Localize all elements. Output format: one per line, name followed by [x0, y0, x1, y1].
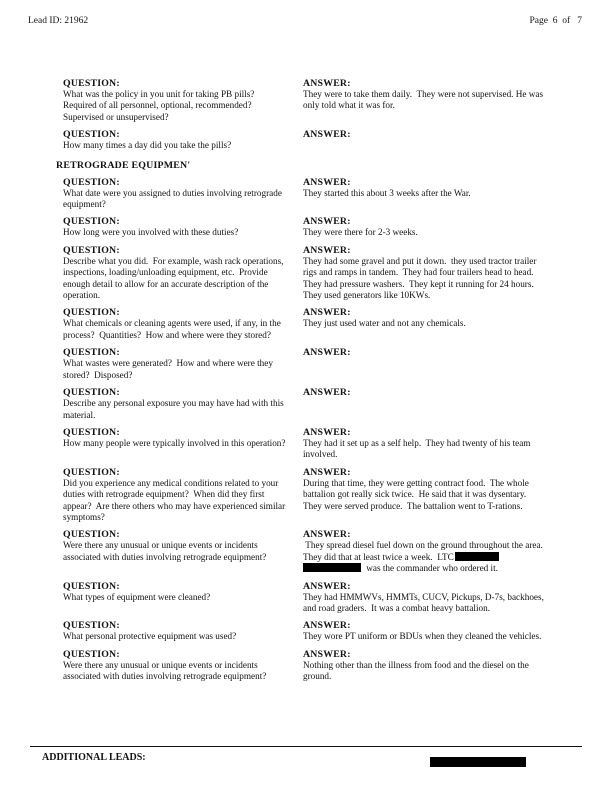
redaction-box [455, 552, 499, 561]
question-label: QUESTION: [63, 466, 120, 478]
question-text: What chemicals or cleaning agents were used, if any, in the process? Quantities? How and where were they stored? [63, 318, 284, 340]
question-label: QUESTION: [63, 307, 120, 319]
qa-row [63, 245, 549, 302]
additional-leads-heading: ADDITIONAL LEADS: [42, 752, 146, 763]
answer-text: They had it set up as a self help. They had twenty of his team involved. [303, 437, 533, 460]
answer-text: They were to take them daily. They were not supervised. He was only told what it was for. [303, 89, 546, 111]
answer-block [303, 129, 549, 140]
answer-text: They started this about 3 weeks after the War. [303, 187, 471, 198]
answer-text: They were there for 2-3 weeks. [303, 227, 418, 238]
question-label: QUESTION: [63, 648, 120, 660]
answer-label: ANSWER: [303, 529, 351, 541]
question-label: QUESTION: [63, 387, 120, 399]
answer-block [303, 649, 549, 683]
question-text: Were there any unusual or unique events or incidents associated with duties involving retrograde equipment? [63, 659, 267, 682]
answer-block [303, 177, 549, 199]
answer-block [303, 245, 549, 302]
qa-row [63, 581, 549, 615]
answer-block [303, 307, 549, 329]
question-text: How many people were typically involved in this operation? [63, 437, 286, 448]
answer-text: They had some gravel and put it down. they used tractor trailer rigs and ramps in tandem. They had four trailers head to head. They had pressure washers. They kept it running for 24 hours. They used generators like 10KWs. [303, 255, 539, 301]
question-block [63, 347, 303, 381]
answer-label: ANSWER: [303, 387, 351, 399]
question-label: QUESTION: [63, 580, 120, 592]
qa-row [63, 177, 549, 211]
answer-label: ANSWER: [303, 307, 351, 319]
answer-text: They just used water and not any chemicals. [303, 318, 466, 329]
question-label: QUESTION: [63, 426, 120, 438]
question-label: QUESTION: [63, 244, 120, 256]
question-text: How long were you involved with these duties? [63, 227, 239, 238]
answer-label: ANSWER: [303, 620, 351, 632]
answer-text: During that time, they were getting contract food. The whole battalion got really sick twice. He said that it was dysentary. They were served produce. The battalion went to T-rations. [303, 477, 532, 511]
answer-label: ANSWER: [303, 78, 351, 89]
answer-label: ANSWER: [303, 176, 351, 188]
question-label: QUESTION: [63, 347, 120, 359]
question-block [63, 307, 303, 341]
lead-id: Lead ID: 21962 [28, 16, 89, 26]
question-label: QUESTION: [63, 129, 120, 141]
answer-text: Nothing other than the illness from food and the diesel on the ground. [303, 659, 532, 682]
section-header-retrograde-equipment: RETROGRADE EQUIPMEN' [56, 159, 191, 171]
qa-row [63, 467, 549, 524]
answer-text: They wore PT uniform or BDUs when they cleaned the vehicles. [303, 631, 542, 642]
question-label: QUESTION: [63, 216, 120, 228]
redaction-box [303, 563, 361, 572]
question-block [63, 177, 303, 211]
question-text: What types of equipment were cleaned? [63, 591, 211, 602]
qa-row [63, 216, 549, 238]
question-text: Were there any unusual or unique events or incidents associated with duties involving retrograde equipment? [63, 540, 267, 562]
answer-label: ANSWER: [303, 466, 351, 478]
answer-block [303, 620, 549, 642]
question-text: What personal protective equipment was used? [63, 631, 237, 642]
qa-row [63, 387, 549, 421]
qa-row [63, 529, 549, 574]
answer-block [303, 581, 549, 615]
question-label: QUESTION: [63, 78, 120, 89]
question-text: Describe any personal exposure you may have had with this material. [63, 398, 286, 420]
question-block [63, 620, 303, 642]
answer-label: ANSWER: [303, 426, 351, 438]
answer-text-part: was the commander who ordered it. [364, 563, 498, 574]
page-header [28, 16, 582, 26]
question-block [63, 387, 303, 421]
qa-row [63, 307, 549, 341]
answer-block [303, 427, 549, 461]
answer-block [303, 216, 549, 238]
question-text: Describe what you did. For example, wash rack operations, inspections, loading/unloading equipment, etc. Provide enough detail to allow for an accurate description of the operation. [63, 255, 286, 301]
page-number: Page 6 of 7 [529, 16, 582, 26]
question-label: QUESTION: [63, 529, 120, 541]
answer-block [303, 347, 549, 358]
question-block [63, 581, 303, 603]
answer-text: They had HMMWVs, HMMTs, CUCV, Pickups, D-7s, backhoes, and road graders. It was a combat heavy battalion. [303, 591, 547, 613]
answer-block [303, 78, 549, 112]
question-block [63, 529, 303, 563]
answer-text [303, 540, 549, 574]
qa-row [63, 129, 549, 151]
question-block [63, 245, 303, 302]
question-block [63, 216, 303, 238]
answer-block [303, 387, 549, 398]
question-block [63, 78, 303, 123]
question-text: What was the policy in you unit for taking PB pills? Required of all personnel, optional, recommended? Supervised or unsupervised? [63, 89, 257, 122]
qa-row [63, 649, 549, 683]
answer-label: ANSWER: [303, 347, 351, 359]
question-block [63, 467, 303, 524]
qa-content [56, 78, 549, 683]
divider [30, 746, 582, 747]
qa-row [63, 620, 549, 642]
qa-row [63, 427, 549, 461]
question-label: QUESTION: [63, 620, 120, 632]
answer-label: ANSWER: [303, 244, 351, 256]
question-block [63, 129, 303, 151]
answer-label: ANSWER: [303, 648, 351, 660]
answer-text-part: They spread diesel fuel down on the ground throughout the area. They did that at least twice a week. LTC [303, 540, 548, 562]
redaction-box [430, 757, 526, 767]
answer-block [303, 467, 549, 512]
qa-row [63, 78, 549, 123]
question-text: How many times a day did you take the pills? [63, 140, 232, 151]
qa-row [63, 347, 549, 381]
question-text: What wastes were generated? How and where were they stored? Disposed? [63, 358, 276, 380]
question-block [63, 649, 303, 683]
question-label: QUESTION: [63, 176, 120, 188]
answer-block [303, 529, 549, 574]
answer-label: ANSWER: [303, 216, 351, 228]
answer-label: ANSWER: [303, 580, 351, 592]
answer-label: ANSWER: [303, 129, 351, 141]
question-text: What date were you assigned to duties involving retrograde equipment? [63, 187, 285, 210]
question-block [63, 427, 303, 449]
question-text: Did you experience any medical conditions related to your duties with retrograde equipment? When did they first appear? Are there others who may have experienced similar symptoms? [63, 477, 288, 522]
